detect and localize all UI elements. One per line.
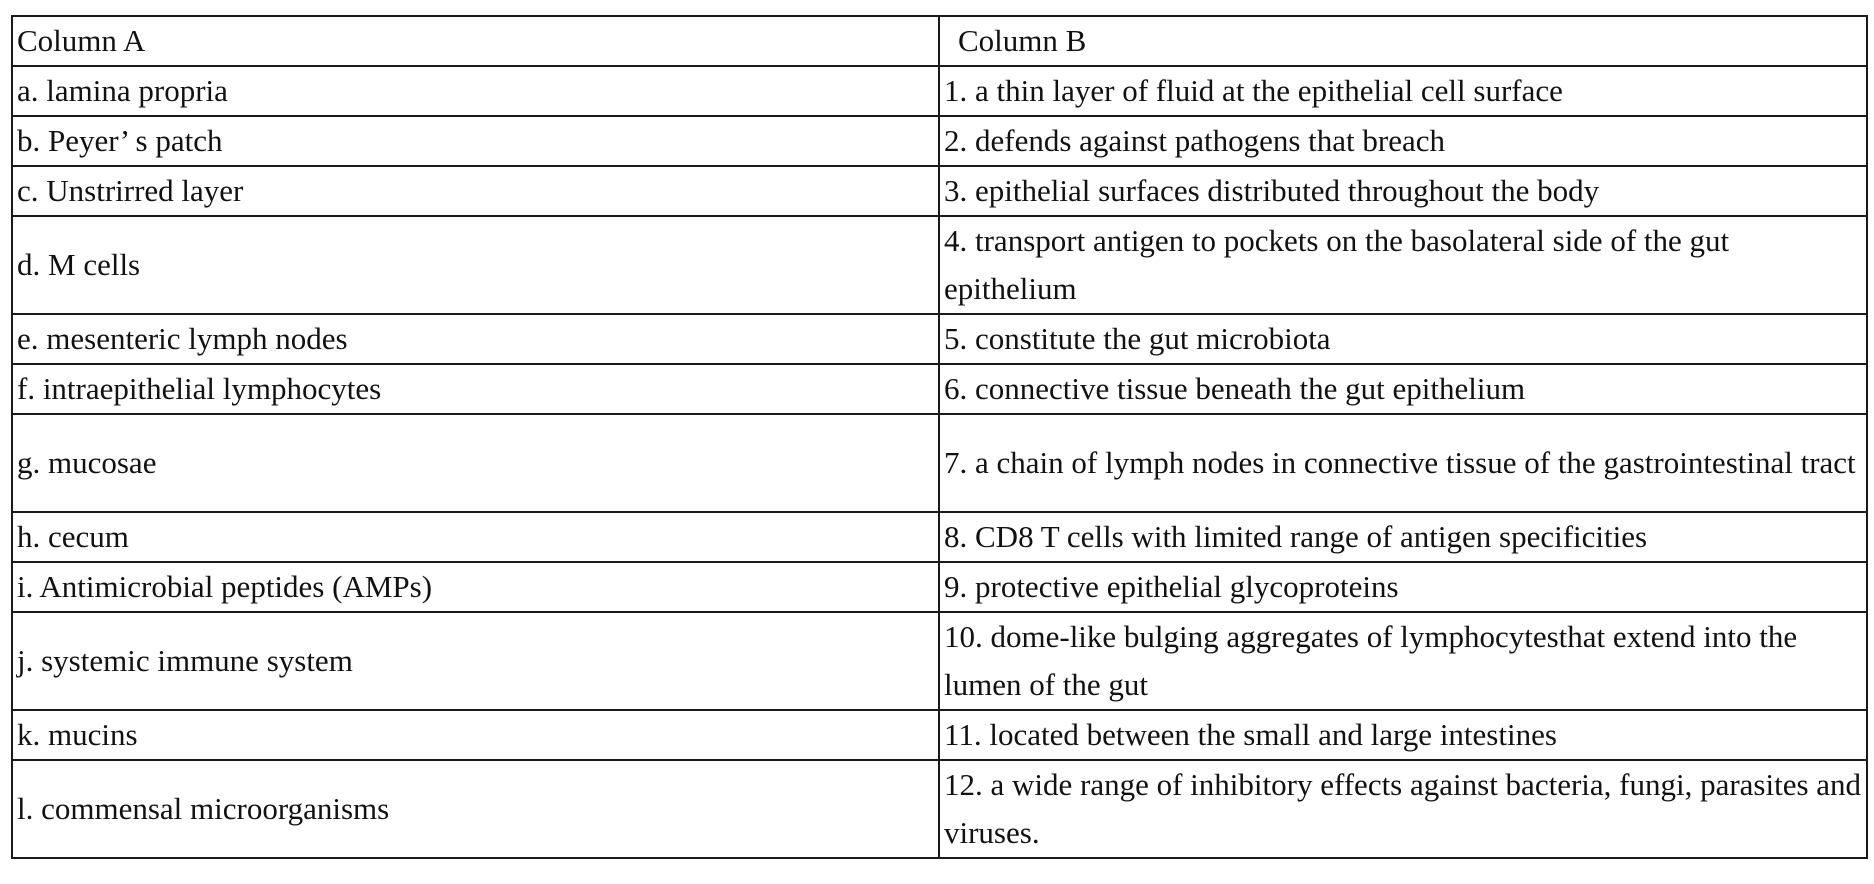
table-row xyxy=(12,216,1867,314)
column-b-cell: 4. transport antigen to pockets on the basolateral side of the gut epithelium xyxy=(939,216,1867,314)
column-a-cell: d. M cells xyxy=(12,216,939,314)
table-row xyxy=(12,512,1867,562)
column-a-cell: b. Peyer’ s patch xyxy=(12,116,939,166)
column-b-cell: 2. defends against pathogens that breach xyxy=(939,116,1867,166)
table-row xyxy=(12,562,1867,612)
column-a-cell: j. systemic immune system xyxy=(12,612,939,710)
column-a-cell: i. Antimicrobial peptides (AMPs) xyxy=(12,562,939,612)
table-row xyxy=(12,364,1867,414)
column-a-cell: c. Unstrirred layer xyxy=(12,166,939,216)
header-row xyxy=(12,16,1867,66)
table-row xyxy=(12,116,1867,166)
column-b-cell: 5. constitute the gut microbiota xyxy=(939,314,1867,364)
column-a-cell: e. mesenteric lymph nodes xyxy=(12,314,939,364)
column-b-cell: 7. a chain of lymph nodes in connective tissue of the gastrointestinal tract xyxy=(939,414,1867,512)
column-a-cell: k. mucins xyxy=(12,710,939,760)
column-a-cell: a. lamina propria xyxy=(12,66,939,116)
column-b-header: Column B xyxy=(939,16,1867,66)
table-row xyxy=(12,414,1867,512)
table-row xyxy=(12,314,1867,364)
column-a-cell: g. mucosae xyxy=(12,414,939,512)
table-row xyxy=(12,66,1867,116)
column-a-cell: h. cecum xyxy=(12,512,939,562)
column-b-cell: 12. a wide range of inhibitory effects against bacteria, fungi, parasites and viruses. xyxy=(939,760,1867,858)
column-b-cell: 8. CD8 T cells with limited range of antigen specificities xyxy=(939,512,1867,562)
table-row xyxy=(12,760,1867,858)
table-row xyxy=(12,166,1867,216)
column-b-cell: 9. protective epithelial glycoproteins xyxy=(939,562,1867,612)
column-b-cell: 11. located between the small and large intestines xyxy=(939,710,1867,760)
column-b-cell: 3. epithelial surfaces distributed throughout the body xyxy=(939,166,1867,216)
column-b-cell: 10. dome-like bulging aggregates of lymphocytesthat extend into the lumen of the gut xyxy=(939,612,1867,710)
column-b-cell: 1. a thin layer of fluid at the epithelial cell surface xyxy=(939,66,1867,116)
table-row xyxy=(12,710,1867,760)
table-row xyxy=(12,612,1867,710)
column-a-cell: l. commensal microorganisms xyxy=(12,760,939,858)
matching-table xyxy=(11,15,1868,859)
column-a-header: Column A xyxy=(12,16,939,66)
column-b-cell: 6. connective tissue beneath the gut epithelium xyxy=(939,364,1867,414)
column-a-cell: f. intraepithelial lymphocytes xyxy=(12,364,939,414)
